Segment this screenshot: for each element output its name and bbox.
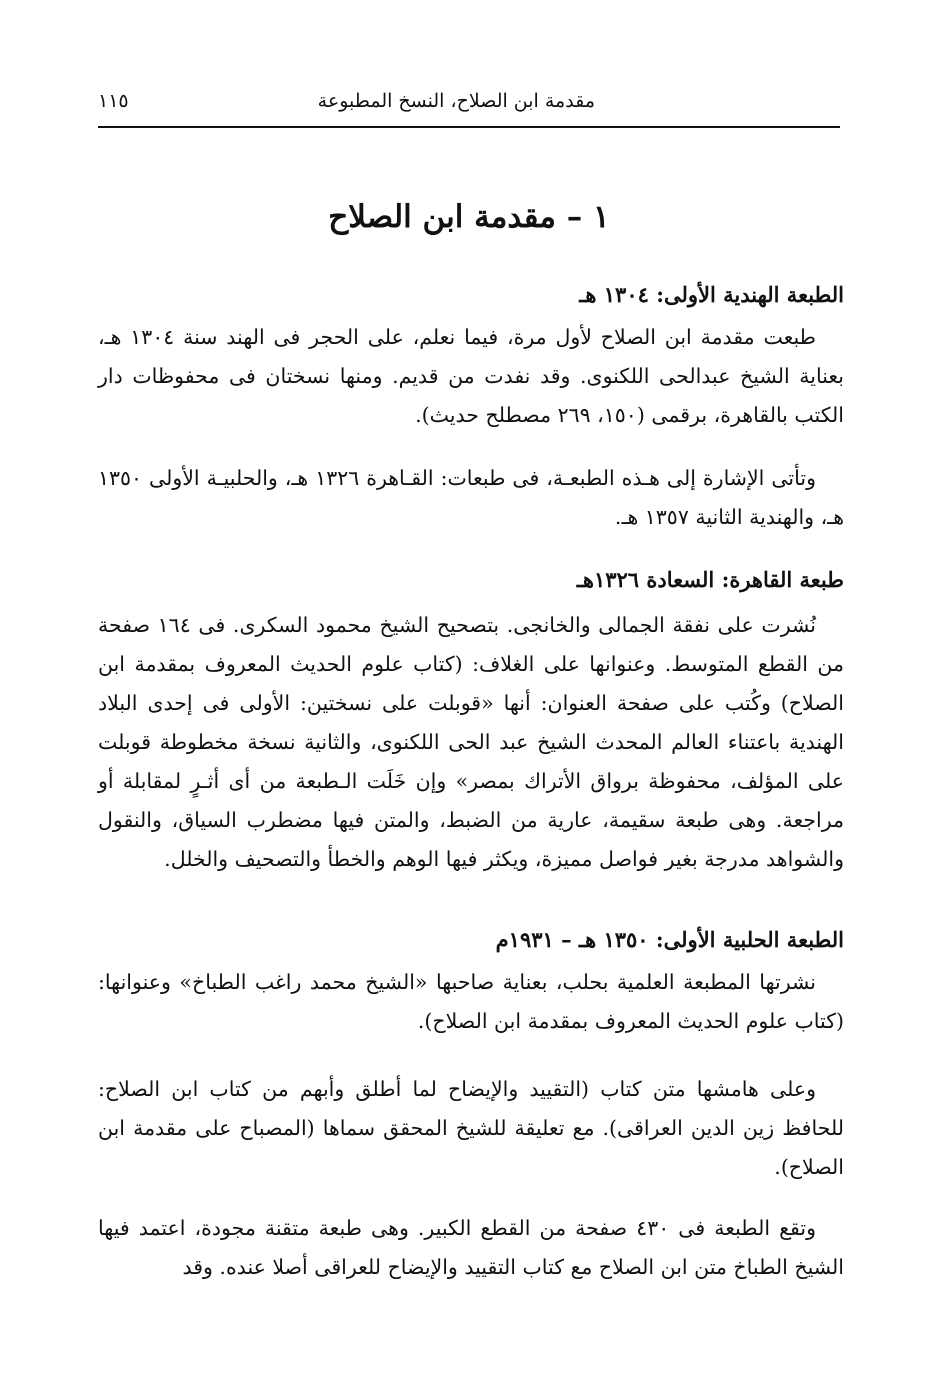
- section-heading: الطبعة الهندية الأولى: ١٣٠٤ هـ: [579, 282, 844, 307]
- running-title: مقدمة ابن الصلاح، النسخ المطبوعة: [317, 90, 595, 112]
- paragraph: [98, 459, 844, 537]
- paragraph-text: نشرتها المطبعة العلمية بحلب، بعناية صاحبها «الشيخ محمد راغب الطباخ» وعنوانها: (كتاب علوم الحديث المعروف بمقدمة ابن الصلاح).: [98, 970, 844, 1033]
- paragraph: [98, 606, 844, 879]
- paragraph-text: وتقع الطبعة فى ٤٣٠ صفحة من القطع الكبير. وهى طبعة متقنة مجودة، اعتمد فيها الشيخ الطباخ متن ابن الصلاح مع كتاب التقييد والإيضاح للعراقى أصلا عنده. وقد: [98, 1216, 844, 1279]
- paragraph: [98, 1209, 844, 1287]
- paragraph-text: نُشرت على نفقة الجمالى والخانجى. بتصحيح الشيخ محمود السكرى. فى ١٦٤ صفحة من القطع المتوسط. وعنوانها على الغلاف: (كتاب علوم الحديث المعروف بمقدمة ابن الصلاح) وكُتب على صفحة العنوان: أنها «قوبلت على نسختين: الأولى فى إحدى البلاد الهندية باعتناء العالم المحدث الشيخ عبد الحى اللكنوى، والثانية نسخة مخطوطة قوبلت على المؤلف، محفوظة برواق الأتراك بمصر» وإن خَلَت الـطبعة من أى أثـرٍ لمقابلة أو مراجعة. وهى طبعة سقيمة، عارية من الضبط، والمتن فيها مضطرب السياق، والنقول والشواهد مدرجة بغير فواصل مميزة، ويكثر فيها الوهم والخطأ والتصحيف والخلل.: [98, 613, 844, 871]
- paragraph-text: طبعت مقدمة ابن الصلاح لأول مرة، فيما نعلم، على الحجر فى الهند سنة ١٣٠٤ هـ، بعناية الشيخ عبدالحى اللكنوى. وقد نفدت من قديم. ومنها نسختان فى محفوظات دار الكتب بالقاهرة، برقمى (١٥٠، ٢٦٩ مصطلح حديث).: [98, 325, 844, 427]
- paragraph-text: وعلى هامشها متن كتاب (التقييد والإيضاح لما أطلق وأبهم من كتاب ابن الصلاح: للحافظ زين الدين العراقى). مع تعليقة للشيخ المحقق سماها (المصباح على مقدمة ابن الصلاح).: [98, 1077, 844, 1179]
- section-indian-first-edition: [98, 277, 844, 313]
- section-aleppo-first-edition: [98, 922, 844, 958]
- running-header: [98, 86, 840, 122]
- paragraph: [98, 318, 844, 435]
- header-rule: [98, 126, 840, 128]
- section-heading: الطبعة الحلبية الأولى: ١٣٥٠ هـ – ١٩٣١م: [495, 927, 844, 952]
- page-number: ١١٥: [98, 90, 129, 112]
- paragraph: [98, 1070, 844, 1187]
- section-cairo-edition: [98, 562, 844, 598]
- chapter-title: ١ – مقدمة ابن الصلاح: [328, 199, 610, 235]
- section-heading: طبعة القاهرة: السعادة ١٣٢٦هـ: [576, 567, 844, 592]
- paragraph-text: وتأتى الإشارة إلى هـذه الطبعـة، فى طبعات: القـاهرة ١٣٢٦ هـ، والحلبيـة الأولى ١٣٥٠ هـ، والهندية الثانية ١٣٥٧ هـ.: [98, 466, 844, 529]
- paragraph: [98, 963, 844, 1041]
